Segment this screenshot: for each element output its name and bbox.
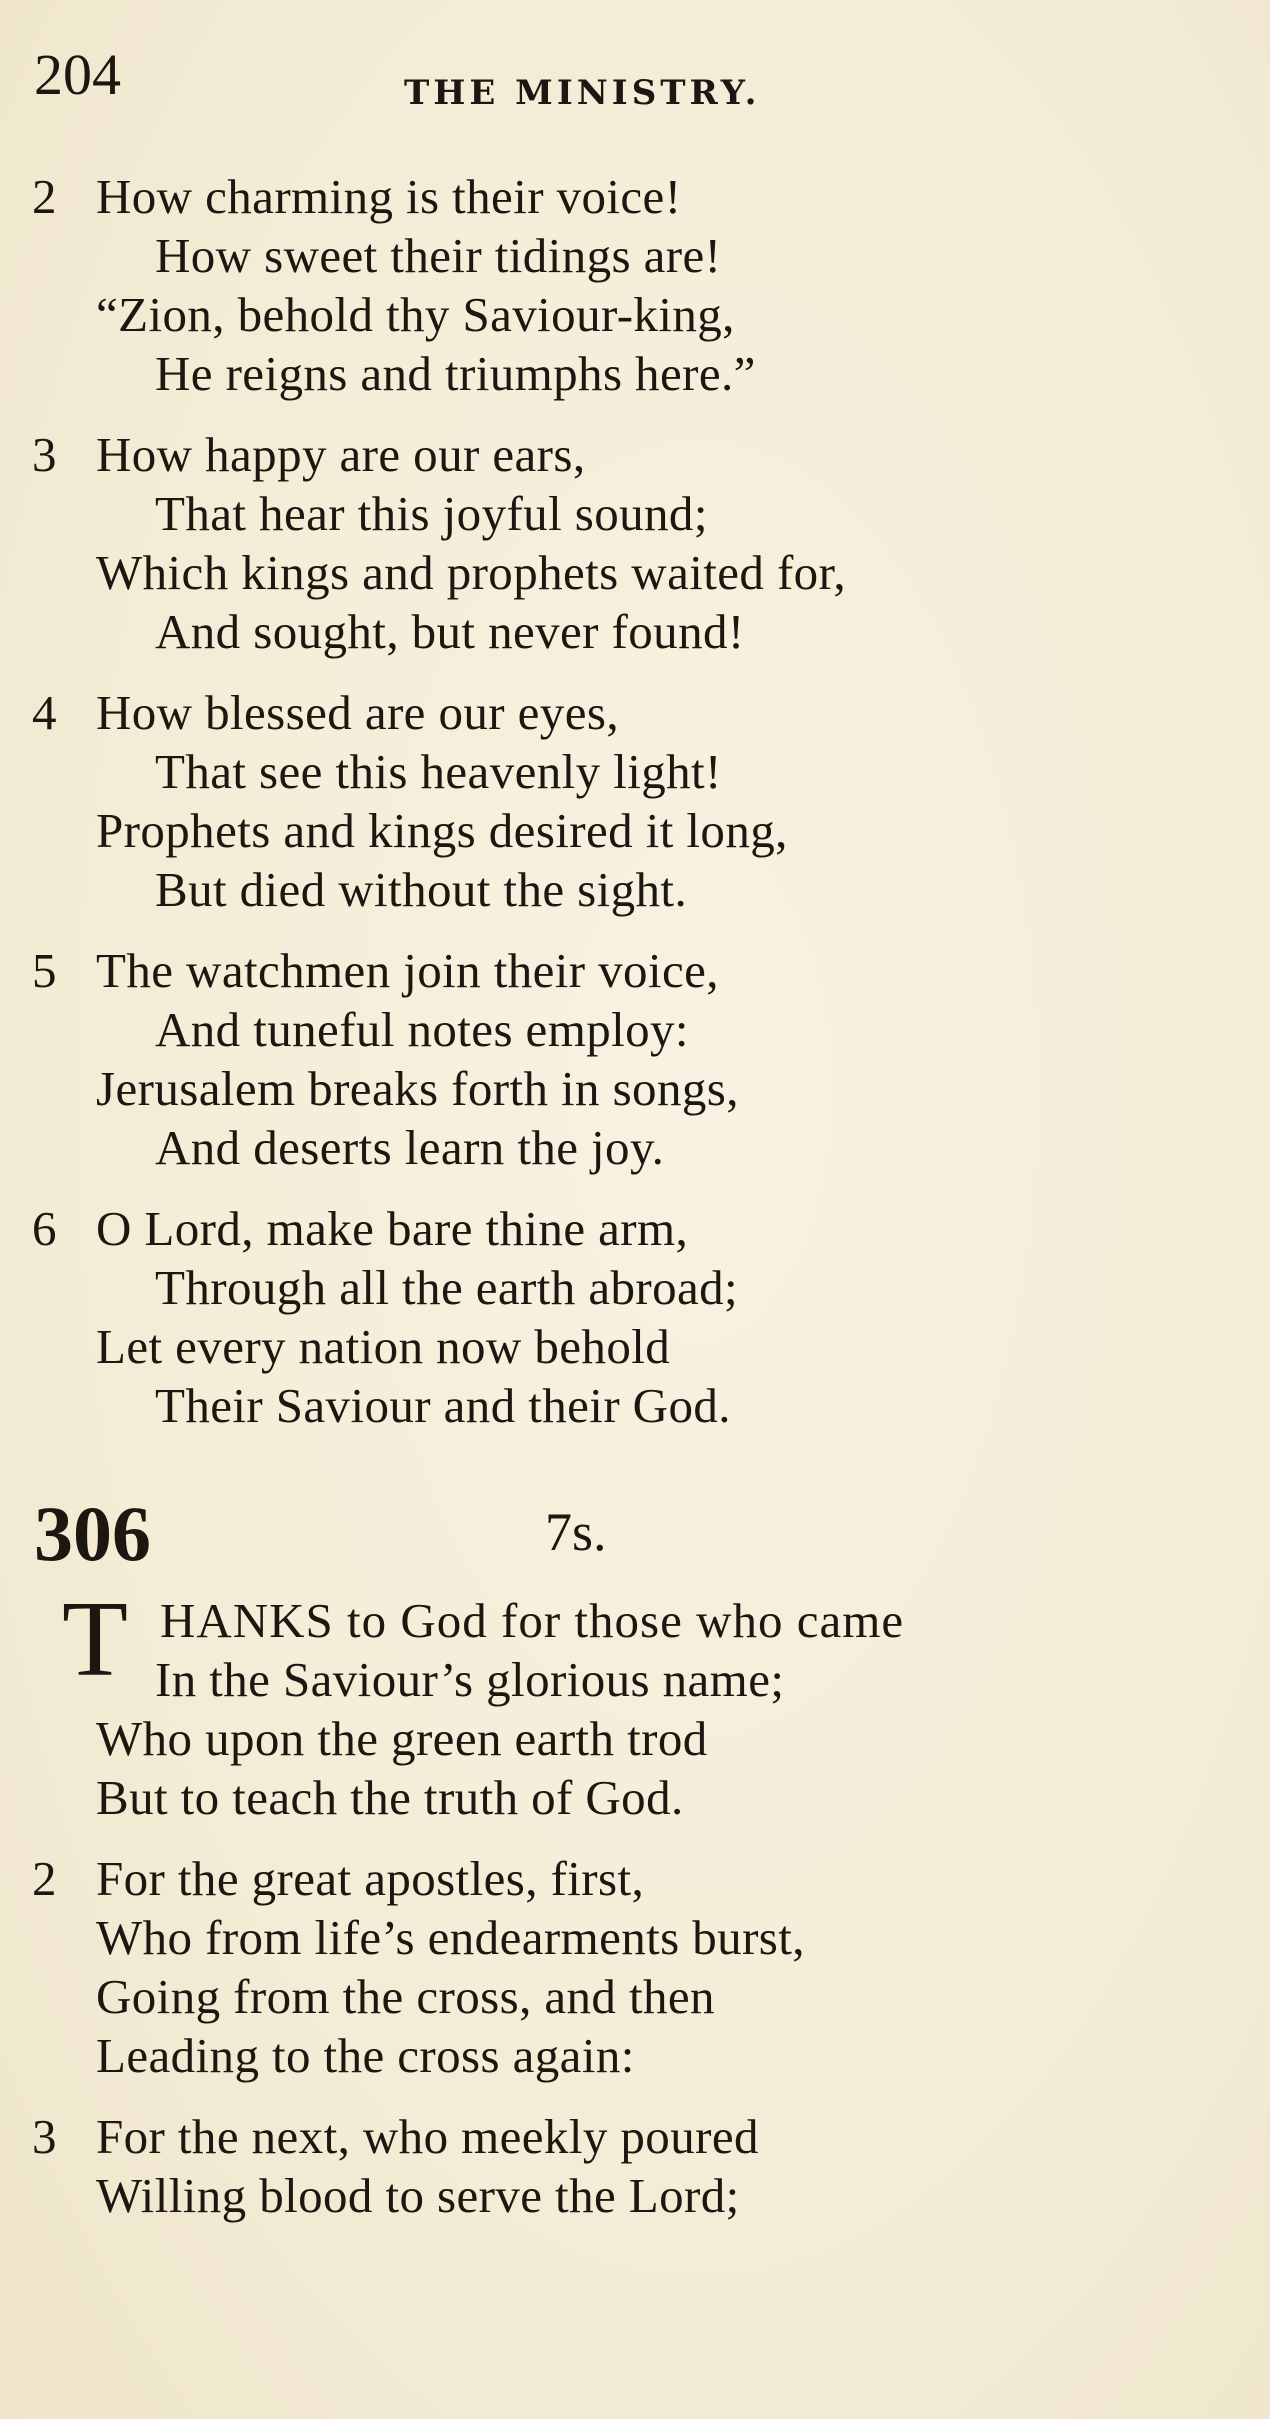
verse-line: “Zion, behold thy Saviour-king,	[96, 287, 735, 342]
page-number: 204	[34, 42, 121, 107]
verse-line: Who from life’s endearments burst,	[96, 1910, 805, 1965]
stanza-number: 5	[32, 943, 57, 998]
verse-line: That see this heavenly light!	[155, 744, 722, 799]
verse-line: That hear this joyful sound;	[155, 486, 708, 541]
verse-line: How happy are our ears,	[96, 427, 586, 482]
verse-line: But to teach the truth of God.	[96, 1770, 684, 1825]
stanza-number: 4	[32, 685, 57, 740]
verse-line: Jerusalem breaks forth in songs,	[96, 1061, 739, 1116]
verse-line: In the Saviour’s glorious name;	[155, 1652, 785, 1707]
stanza-number: 3	[32, 2109, 57, 2164]
verse-line: But died without the sight.	[155, 862, 688, 917]
verse-line: Leading to the cross again:	[96, 2028, 635, 2083]
verse-line: How sweet their tidings are!	[155, 228, 722, 283]
verse-line: Through all the earth abroad;	[155, 1260, 739, 1315]
verse-line: Prophets and kings desired it long,	[96, 803, 788, 858]
stanza-number: 3	[32, 427, 57, 482]
verse-line: How blessed are our eyes,	[96, 685, 619, 740]
stanza-number: 6	[32, 1201, 57, 1256]
verse-line: Their Saviour and their God.	[155, 1378, 731, 1433]
verse-line: For the great apostles, first,	[96, 1851, 645, 1906]
verse-line: And deserts learn the joy.	[155, 1120, 665, 1175]
stanza-number: 2	[32, 169, 57, 224]
verse-line: Going from the cross, and then	[96, 1969, 715, 2024]
verse-line: And sought, but never found!	[155, 604, 745, 659]
running-title: THE MINISTRY.	[404, 73, 761, 113]
verse-line: He reigns and triumphs here.”	[155, 346, 756, 401]
stanza-number: 2	[32, 1851, 57, 1906]
verse-line: Who upon the green earth trod	[96, 1711, 708, 1766]
verse-line: How charming is their voice!	[96, 169, 682, 224]
hymn-number: 306	[34, 1490, 151, 1577]
verse-line: Willing blood to serve the Lord;	[96, 2168, 740, 2223]
verse-line: And tuneful notes employ:	[155, 1002, 689, 1057]
verse-line: O Lord, make bare thine arm,	[96, 1201, 689, 1256]
hymn-meter: 7s.	[545, 1502, 607, 1562]
drop-cap-letter: T	[62, 1580, 128, 1699]
verse-line: Let every nation now behold	[96, 1319, 671, 1374]
verse-line: For the next, who meekly poured	[96, 2109, 759, 2164]
verse-line: Which kings and prophets waited for,	[96, 545, 846, 600]
verse-line-first: HANKS to God for those who came	[160, 1593, 905, 1648]
verse-line: The watchmen join their voice,	[96, 943, 719, 998]
